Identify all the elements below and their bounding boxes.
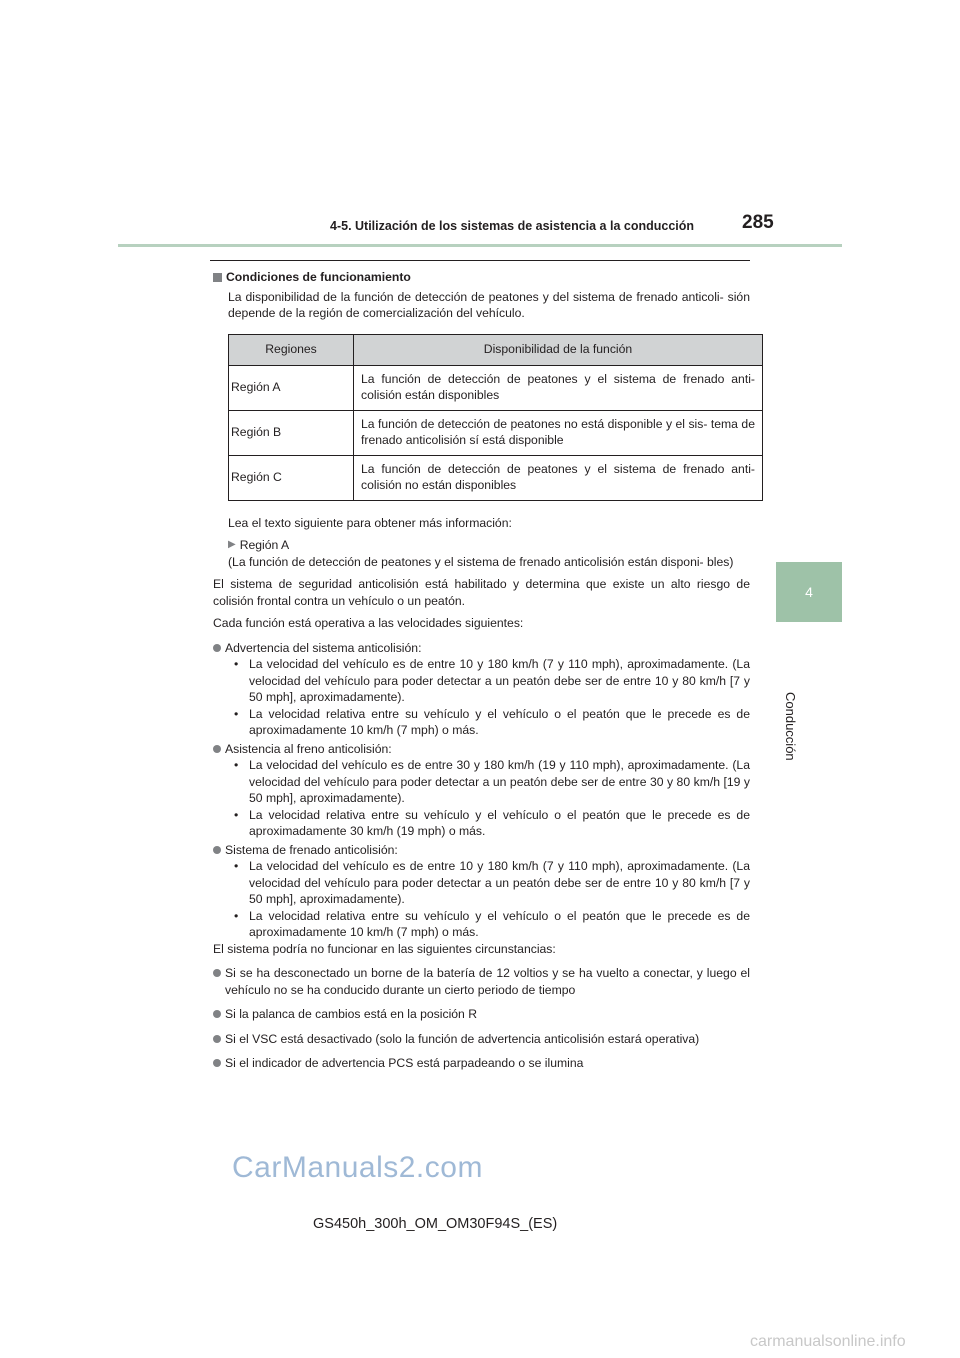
function-condition [213,706,750,739]
function-condition [213,757,750,807]
table-row [229,455,763,500]
content-divider [210,260,750,261]
table-header-regions: Regiones [229,334,354,365]
circumstance-text: Si la palanca de cambios está en la posición R [225,1007,478,1021]
circumstance-text: Si se ha desconectado un borne de la batería de 12 voltios y se ha vuelto a conectar, y luego el vehículo no se ha conducido durante un cierto periodo de tiempo [225,966,750,997]
section-header-title: 4-5. Utilización de los sistemas de asistencia a la conducción [330,219,695,233]
main-content [213,269,755,1072]
section-heading-text: Condiciones de funcionamiento [226,270,411,284]
function-title: Asistencia al freno anticolisión: [225,741,392,756]
circumstance-item [213,1055,750,1072]
circumstance-item [213,1006,750,1023]
region-a-heading [213,537,750,554]
chapter-label [776,622,842,761]
function-title: Advertencia del sistema anticolisión: [225,640,422,655]
region-cell: Región B [229,410,354,455]
circle-bullet-icon [213,1059,221,1067]
function-condition [213,656,750,706]
region-a-title: Región A [239,538,290,552]
circle-bullet-icon [213,644,221,652]
table-header-row [229,334,763,365]
chapter-number: 4 [805,584,813,600]
table-row [229,410,763,455]
corner-watermark: carmanualsonline.info [750,1333,906,1350]
may-not-work-text: El sistema podría no funcionar en las siguientes circunstancias: [213,941,556,956]
document-code: GS450h_300h_OM_OM30F94S_(ES) [313,1216,558,1232]
circumstance-text: Si el VSC está desactivado (solo la función de advertencia anticolisión estará operativa) [225,1031,700,1046]
circle-bullet-icon [213,1035,221,1043]
function-condition [213,908,750,941]
safety-paragraph: El sistema de seguridad anticolisión está habilitado y determina que existe un alto riesgo de colisión frontal contra un vehículo o un peatón. [213,577,750,608]
circle-bullet-icon [213,745,221,753]
region-cell: Región C [229,455,354,500]
circle-bullet-icon [213,846,221,854]
function-item [213,842,750,859]
arrow-right-icon: ▶ [228,539,236,550]
circumstance-item [213,965,750,998]
condition-text: La velocidad del vehículo es de entre 30 y 180 km/h (19 y 110 mph), aproximadamente. (La velocidad del vehículo para poder detectar a un peatón debe ser de entre 30 y 80 km/h [19 y 50 mph], aproximadamente). [249,758,750,805]
table-header-availability: Disponibilidad de la función [354,334,763,365]
availability-cell: La función de detección de peatones y el sistema de frenado anti- colisión no están disponibles [354,455,763,500]
section-heading [213,269,750,286]
function-condition [213,807,750,840]
circle-bullet-icon [213,1010,221,1018]
circle-bullet-icon [213,969,221,977]
condition-text: La velocidad del vehículo es de entre 10 y 180 km/h (7 y 110 mph), aproximadamente. (La velocidad del vehículo para poder detectar a un peatón debe ser de entre 10 y 80 km/h [7 y 50 mph], aproximadamente). [249,657,750,704]
region-a-description: (La función de detección de peatones y el sistema de frenado anticolisión están disponi- bles) [228,554,734,569]
condition-text: La velocidad relativa entre su vehículo y el vehículo o el peatón que le precede es de aproximadamente 30 km/h (19 mph) o más. [249,807,750,838]
bullet-symbol: • [234,859,239,873]
circumstance-item [213,1031,750,1048]
watermark-logo: CarManuals2.com [232,1151,483,1184]
read-more-text: Lea el texto siguiente para obtener más información: [228,515,512,530]
bullet-symbol: • [234,657,239,671]
speeds-paragraph: Cada función está operativa a las velocidades siguientes: [213,616,524,630]
function-condition [213,858,750,908]
table-row [229,365,763,410]
bullet-symbol: • [234,758,239,772]
circumstance-text: Si el indicador de advertencia PCS está parpadeando o se ilumina [225,1056,584,1070]
page-number: 285 [742,212,774,233]
condition-text: La velocidad relativa entre su vehículo y el vehículo o el peatón que le precede es de aproximadamente 10 km/h (7 mph) o más. [249,706,750,737]
header-divider [118,244,842,247]
availability-cell: La función de detección de peatones no está disponible y el sis- tema de frenado anticolisión sí está disponible [354,410,763,455]
bullet-symbol: • [234,706,239,721]
bullet-symbol: • [234,807,239,822]
function-item [213,640,750,657]
region-cell: Región A [229,365,354,410]
square-bullet-icon [213,273,222,282]
chapter-tab [776,562,842,622]
region-table [228,334,763,501]
bullet-symbol: • [234,908,239,923]
function-title: Sistema de frenado anticolisión: [225,842,398,857]
condition-text: La velocidad del vehículo es de entre 10 y 180 km/h (7 y 110 mph), aproximadamente. (La velocidad del vehículo para poder detectar a un peatón debe ser de entre 10 y 80 km/h [7 y 50 mph], aproximadamente). [249,859,750,906]
condition-text: La velocidad relativa entre su vehículo y el vehículo o el peatón que le precede es de aproximadamente 10 km/h (7 mph) o más. [249,908,750,939]
chapter-label-text: Conducción [783,692,798,761]
section-intro: La disponibilidad de la función de detección de peatones y del sistema de frenado anticoli- sión depende de la región de comercialización del vehículo. [228,289,750,320]
availability-cell: La función de detección de peatones y el sistema de frenado anti- colisión están disponibles [354,365,763,410]
function-item [213,741,750,758]
